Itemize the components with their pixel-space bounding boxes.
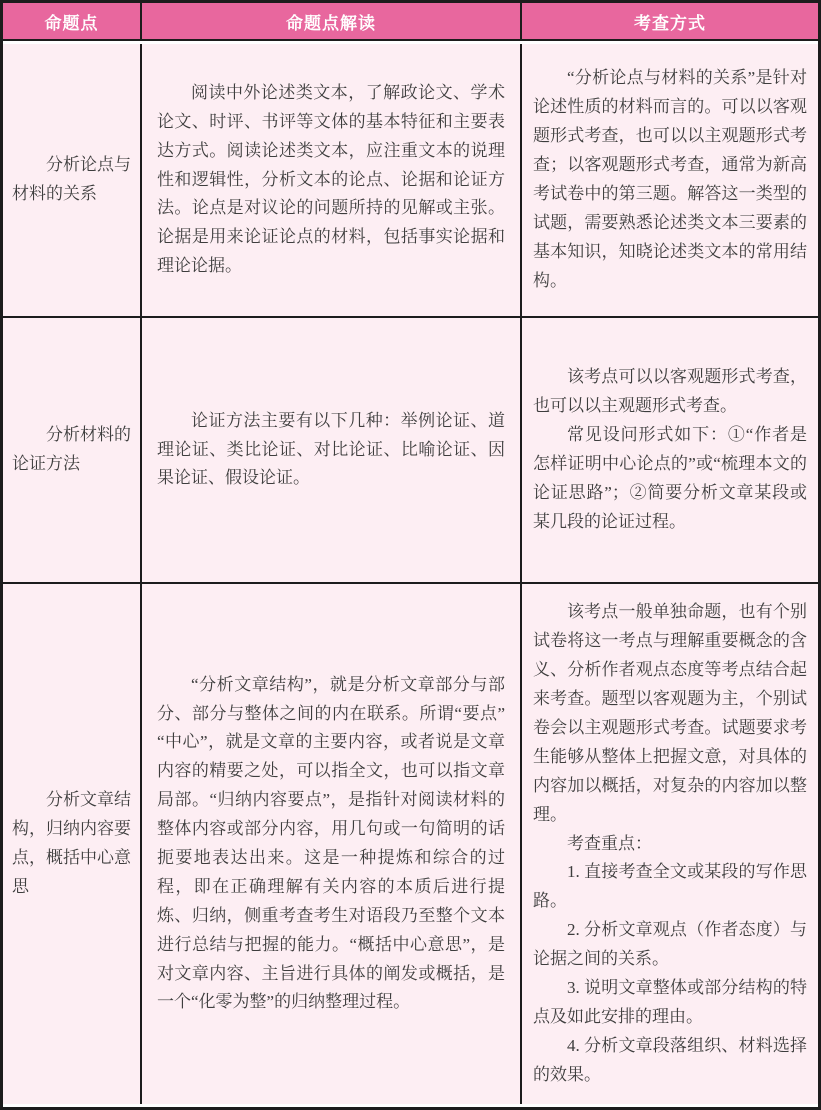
table-body	[3, 44, 818, 1104]
cell-point-3	[3, 584, 140, 1104]
method-paragraph: 考查重点：	[567, 833, 652, 853]
point-text: 分析文章结构，归纳内容要点，概括中心意思	[12, 790, 131, 896]
cell-interpretation-1	[140, 44, 520, 316]
cell-method-2	[520, 318, 818, 582]
table-row	[3, 318, 818, 584]
point-text: 分析材料的论证方法	[12, 425, 131, 473]
body-bottom-divider	[3, 1104, 818, 1107]
cell-point-2	[3, 318, 140, 582]
table-row	[3, 584, 818, 1104]
header-cell-method: 考查方式	[520, 3, 818, 39]
header-cell-point: 命题点	[44, 13, 99, 33]
method-paragraph: 该考点可以以客观题形式考查，也可以以主观题形式考查。	[533, 367, 807, 416]
cell-interpretation-3	[140, 584, 520, 1104]
method-paragraph: 该考点一般单独命题，也有个别试卷将这一考点与理解重要概念的含义、分析作者观点态度等考点结合起来考查。题型以客观题为主，个别试卷会以主观题形式考查。试题要求考生能够从整体上把握文意，对具体的内容加以概括，对复杂的内容加以整理。	[533, 602, 807, 824]
method-paragraph: 常见设问形式如下：①“作者是怎样证明中心论点的”或“梳理本文的论证思路”；②简要分析文章某段或某几段的论证过程。	[533, 425, 807, 531]
cell-point-1	[3, 44, 140, 316]
table-header-row	[3, 3, 818, 41]
method-list-item: 2. 分析文章观点（作者态度）与论据之间的关系。	[533, 920, 807, 969]
method-list-item: 4. 分析文章段落组织、材料选择的效果。	[533, 1035, 807, 1084]
table-row	[3, 44, 818, 318]
cell-method-1	[520, 44, 818, 316]
point-text: 分析论点与材料的关系	[12, 155, 131, 203]
cell-interpretation-2	[140, 318, 520, 582]
interpretation-paragraph: 阅读中外论述类文本，了解政论文、学术论文、时评、书评等文体的基本特征和主要表达方式。阅读论述类文本，应注重文本的说理性和逻辑性，分析文本的论点、论据和论证方法。论点是对议论的问题所持的见解或主张。论据是用来论证论点的材料，包括事实论据和理论论据。	[157, 82, 505, 276]
method-paragraph: “分析论点与材料的关系”是针对论述性质的材料而言的。可以以客观题形式考查，也可以以主观题形式考查；以客观题形式考查，通常为新高考试卷中的第三题。解答这一类型的试题，需要熟悉论述类文本三要素的基本知识，知晓论述类文本的常用结构。	[533, 68, 807, 290]
interpretation-paragraph: “分析文章结构”，就是分析文章部分与部分、部分与整体之间的内在联系。所谓“要点”“中心”，就是文章的主要内容，或者说是文章内容的精要之处，可以指全文，也可以指文章局部。“归纳内容要点”，是指针对阅读材料的整体内容或部分内容，用几句或一句简明的话扼要地表达出来。这是一种提炼和综合的过程，即在正确理解有关内容的本质后进行提炼、归纳，侧重考查考生对语段乃至整个文本进行总结与把握的能力。“概括中心意思”，是对文章内容、主旨进行具体的阐发或概括，是一个“化零为整”的归纳整理过程。	[157, 674, 505, 1012]
header-cell-interpretation: 命题点解读	[140, 3, 520, 39]
method-list-item: 1. 直接考查全文或某段的写作思路。	[533, 862, 807, 911]
cell-method-3	[520, 584, 818, 1104]
method-list-item: 3. 说明文章整体或部分结构的特点及如此安排的理由。	[533, 978, 807, 1026]
interpretation-paragraph: 论证方法主要有以下几种：举例论证、道理论证、类比论证、对比论证、比喻论证、因果论证、假设论证。	[157, 410, 505, 488]
